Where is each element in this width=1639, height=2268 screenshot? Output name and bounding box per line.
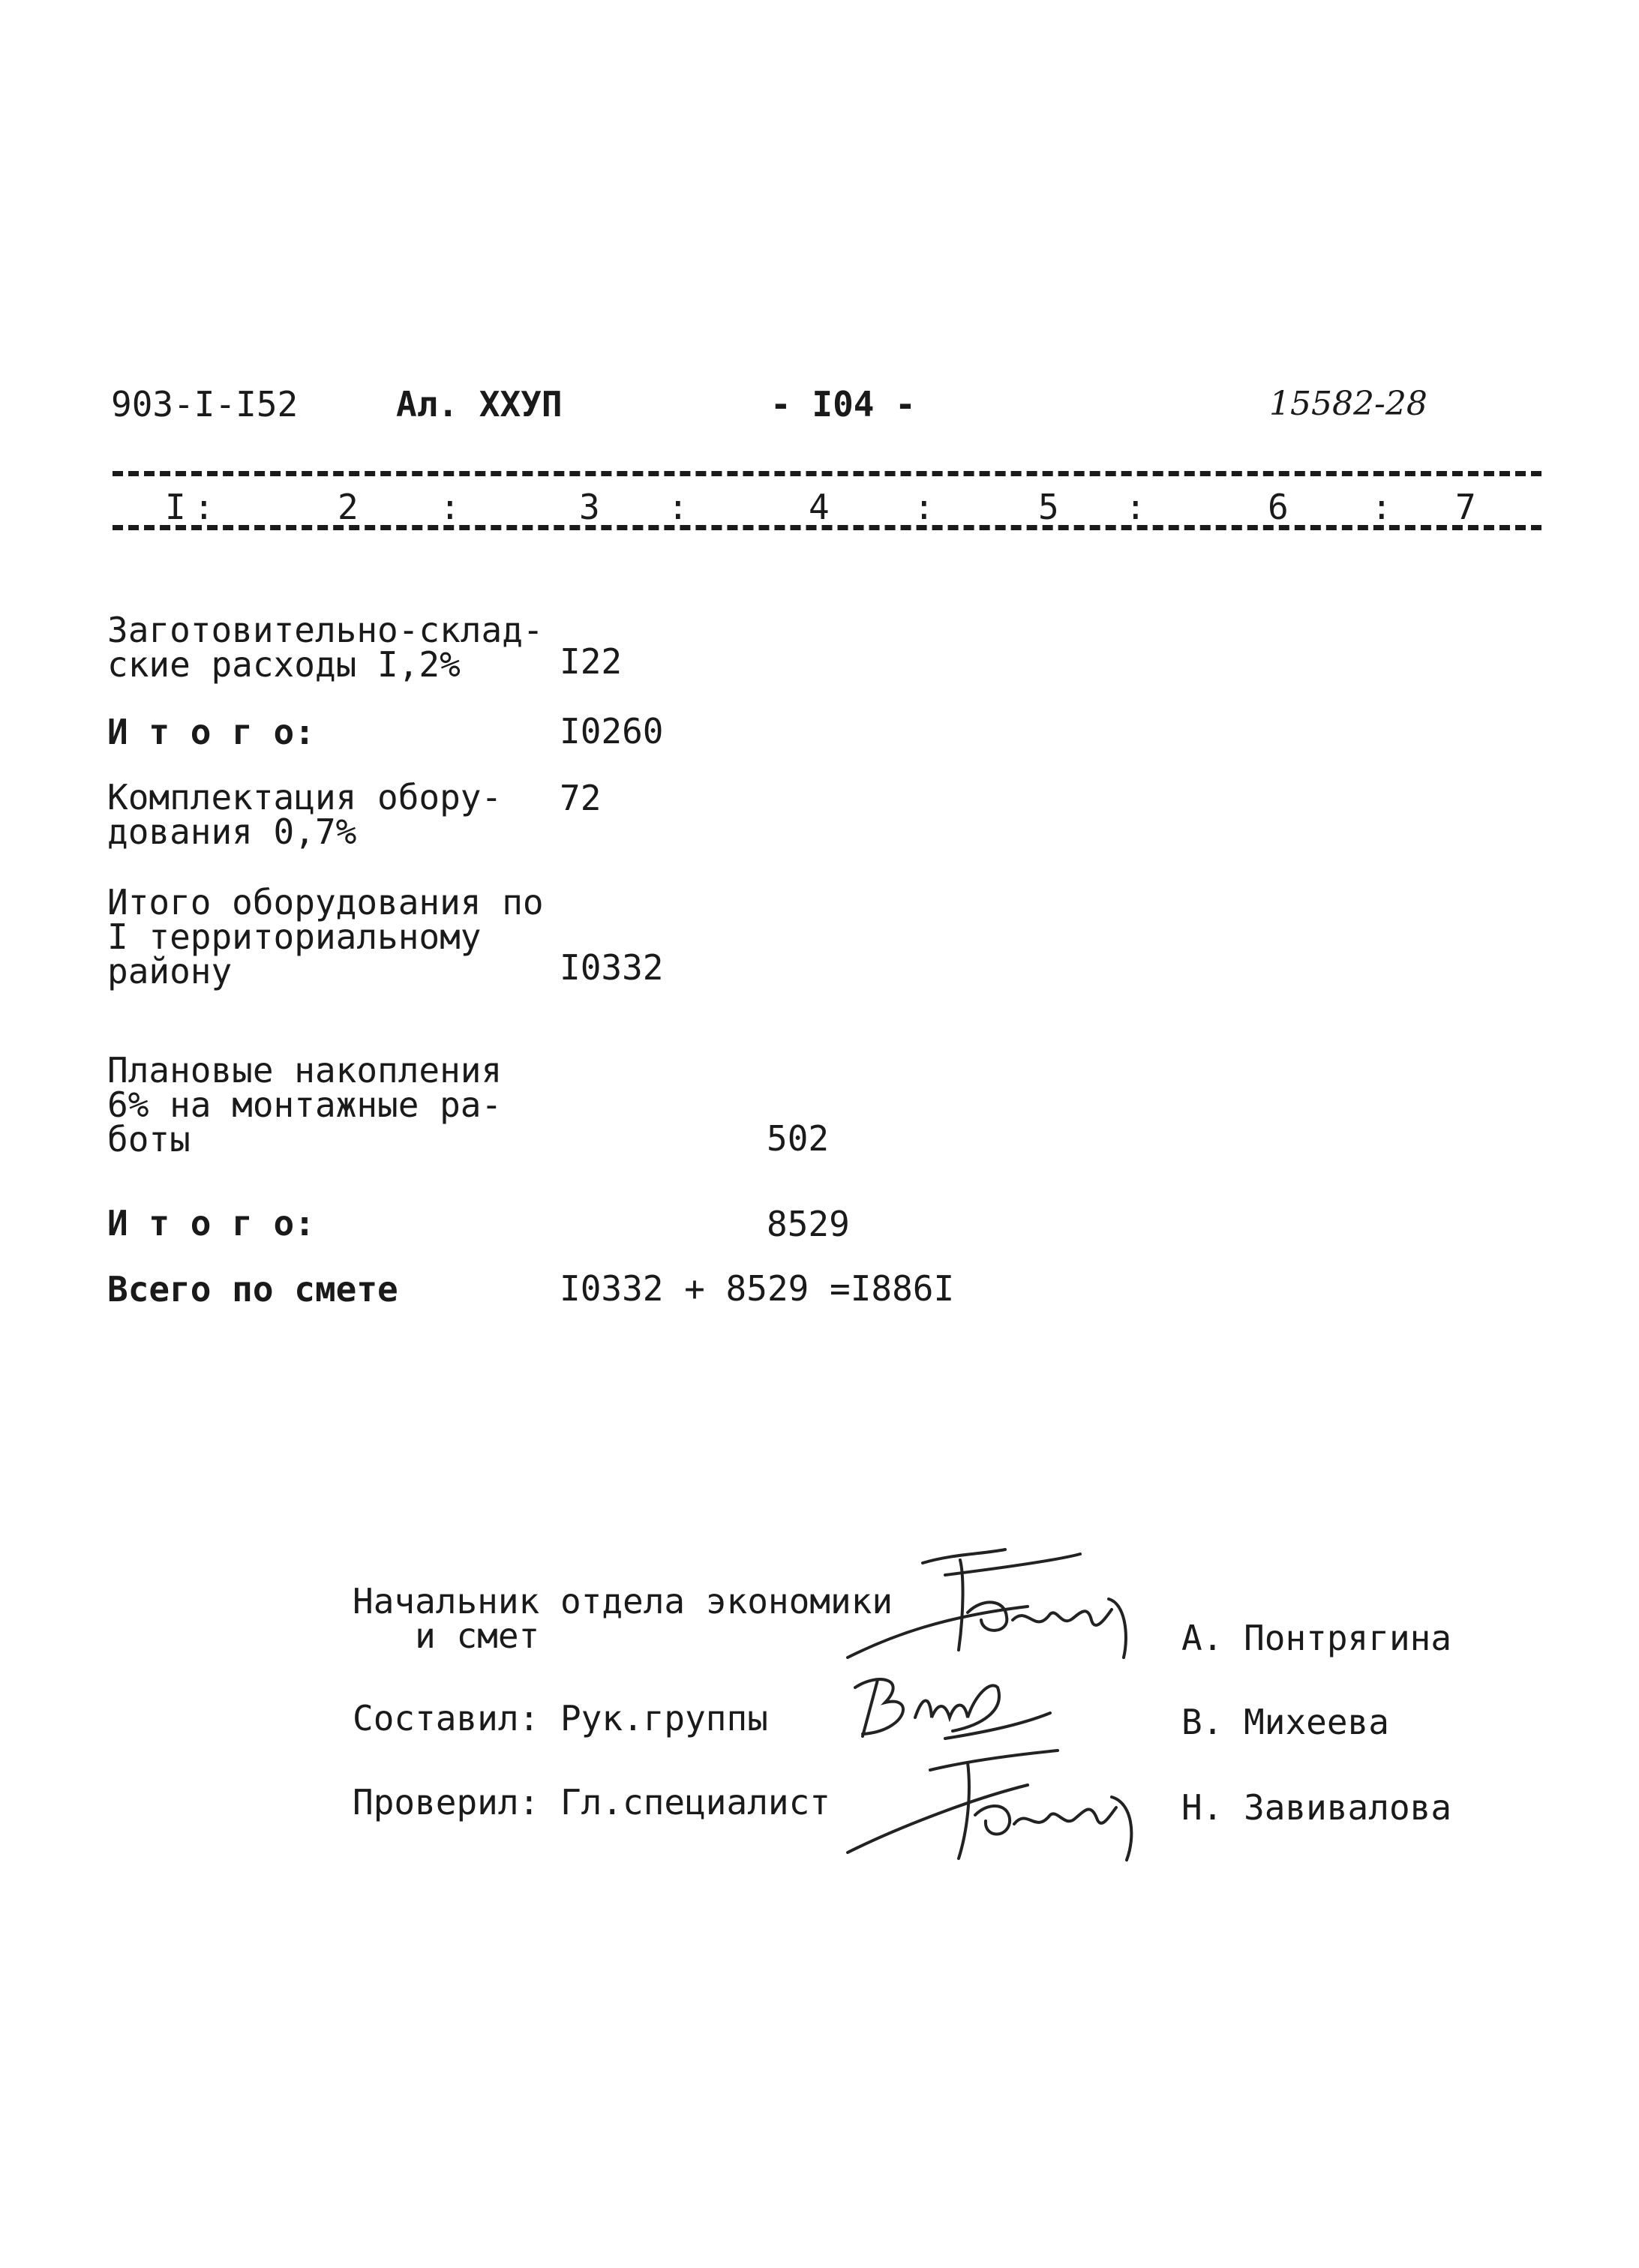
column-separator: : [668, 487, 689, 527]
row-label: Итого оборудования по I территориальному району [107, 882, 544, 992]
column-number: 5 [1038, 487, 1059, 527]
signature-name: Н. Завивалова [1181, 1787, 1452, 1828]
row-value-col3: I0332 [560, 947, 664, 988]
column-number: 6 [1268, 487, 1289, 527]
row-value-col3: 72 [560, 778, 602, 818]
handwritten-signature [833, 1545, 1148, 1672]
signature-role: Составил: Рук.группы [353, 1698, 768, 1738]
column-separator: : [1371, 487, 1392, 527]
handwritten-number: 15582-28 [1269, 385, 1427, 423]
column-separator: : [1125, 487, 1146, 527]
row-label: Заготовительно-склад- ские расходы I,2% [107, 610, 544, 685]
column-separator: : [914, 487, 935, 527]
row-value-col3: I0260 [560, 711, 664, 752]
column-number: 2 [338, 487, 359, 527]
signature-name: А. Понтрягина [1181, 1618, 1452, 1658]
column-separator: : [440, 487, 461, 527]
row-value-col3: I22 [560, 641, 623, 682]
column-number: 3 [579, 487, 600, 527]
row-label: Комплектация обору- дования 0,7% [107, 777, 503, 852]
column-number: I [165, 487, 186, 527]
row-label: Всего по смете [107, 1269, 398, 1310]
column-number: 7 [1455, 487, 1476, 527]
page-number: - I04 - [770, 384, 916, 424]
row-value-col4: 502 [767, 1118, 830, 1159]
handwritten-signature [833, 1665, 1073, 1748]
signature-name: В. Михеева [1181, 1702, 1389, 1742]
signature-role: Проверил: Гл.специалист [353, 1782, 830, 1822]
header-rule-top [113, 471, 1541, 476]
row-label: Плановые накопления 6% на монтажные ра- боты [107, 1050, 503, 1160]
row-label: И т о г о: [107, 1203, 315, 1244]
column-separator: : [194, 487, 215, 527]
album-number: Ал. XXУП [396, 384, 563, 424]
header-rule-bottom [113, 525, 1541, 530]
total-sum-expression: I0332 + 8529 =I886I [560, 1268, 955, 1309]
signature-role: Начальник отдела экономики и смет [353, 1581, 893, 1656]
row-label: И т о г о: [107, 712, 315, 752]
document-code: 903-I-I52 [111, 384, 299, 424]
column-number: 4 [809, 487, 830, 527]
row-value-col4: 8529 [767, 1204, 850, 1244]
handwritten-signature [818, 1740, 1148, 1868]
